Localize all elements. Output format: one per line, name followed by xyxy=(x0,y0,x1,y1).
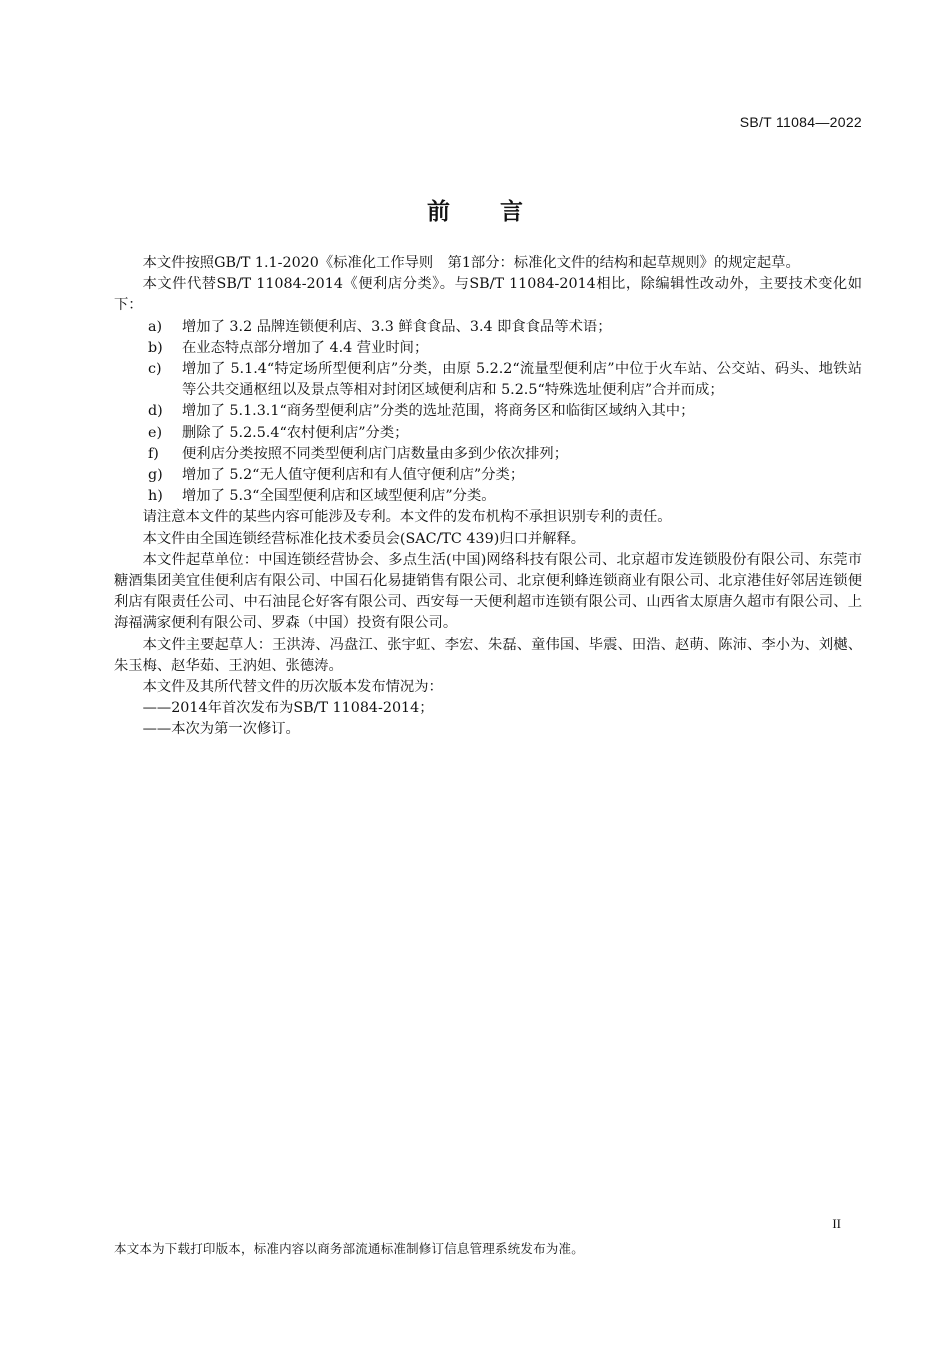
change-item xyxy=(114,401,862,422)
list-marker: g) xyxy=(148,467,163,484)
foreword-body xyxy=(114,253,862,741)
change-item xyxy=(114,423,862,444)
list-marker: e) xyxy=(148,424,163,441)
list-marker: f) xyxy=(148,445,159,462)
list-marker: b) xyxy=(148,339,163,356)
change-text: 删除了 5.2.5.4“农村便利店”分类； xyxy=(182,424,409,441)
paragraph-drafting-units: 本文件起草单位：中国连锁经营协会、多点生活(中国)网络科技有限公司、北京超市发连锁股份有限公司、东莞市糖酒集团美宜佳便利店有限公司、中国石化易捷销售有限公司、北京便利蜂连锁商业有限公司、北京港佳好邻居连锁便利店有限责任公司、中石油昆仑好客有限公司、西安每一天便利超市连锁有限公司、山西省太原唐久超市有限公司、上海福满家便利有限公司、罗森（中国）投资有限公司。 xyxy=(114,551,862,632)
change-text: 在业态特点部分增加了 4.4 营业时间； xyxy=(182,339,429,356)
standard-code: SB/T 11084—2022 xyxy=(739,114,862,130)
change-item xyxy=(114,338,862,359)
list-marker: a) xyxy=(148,318,163,335)
paragraph-drafters: 本文件主要起草人：王洪涛、冯盘江、张宇虹、李宏、朱磊、童伟国、毕震、田浩、赵萌、陈沛、李小为、刘樾、朱玉梅、赵华茹、王汭妲、张德涛。 xyxy=(114,636,862,674)
change-text: 增加了 5.3“全国型便利店和区域型便利店”分类。 xyxy=(182,488,496,505)
page-title: 前言 xyxy=(427,199,573,225)
change-text: 增加了 5.1.4“特定场所型便利店”分类，由原 5.2.2“流量型便利店”中位于火车站、公交站、码头、地铁站等公共交通枢纽以及景点等相对封闭区域便利店和 5.2.5“特殊选址便利店”合并而成； xyxy=(182,361,862,399)
paragraph-drafting-rules: 本文件按照GB/T 1.1-2020《标准化工作导则 第1部分：标准化文件的结构和起草规则》的规定起草。 xyxy=(142,255,800,271)
history-item: ——2014年首次发布为SB/T 11084-2014； xyxy=(142,700,434,717)
paragraph-history-intro: 本文件及其所代替文件的历次版本发布情况为： xyxy=(142,679,443,696)
change-item xyxy=(114,465,862,486)
page-number: II xyxy=(832,1216,841,1231)
change-text: 增加了 5.1.3.1“商务型便利店”分类的选址范围，将商务区和临街区域纳入其中； xyxy=(182,403,695,420)
change-item xyxy=(114,486,862,507)
change-item xyxy=(114,317,862,338)
paragraph-committee: 本文件由全国连锁经营标准化技术委员会(SAC/TC 439)归口并解释。 xyxy=(142,530,586,547)
footer-note: 本文本为下载打印版本，标准内容以商务部流通标准制修订信息管理系统发布为准。 xyxy=(114,1241,584,1256)
paragraph-patent-notice: 请注意本文件的某些内容可能涉及专利。本文件的发布机构不承担识别专利的责任。 xyxy=(142,509,672,526)
list-marker: c) xyxy=(148,361,162,378)
change-text: 便利店分类按照不同类型便利店门店数量由多到少依次排列； xyxy=(182,445,569,462)
history-item: ——本次为第一次修订。 xyxy=(142,721,300,738)
change-item xyxy=(114,444,862,465)
change-text: 增加了 5.2“无人值守便利店和有人值守便利店”分类； xyxy=(182,467,525,484)
change-item xyxy=(114,359,862,401)
change-text: 增加了 3.2 品牌连锁便利店、3.3 鲜食食品、3.4 即食食品等术语； xyxy=(182,318,612,335)
paragraph-replaces: 本文件代替SB/T 11084-2014《便利店分类》。与SB/T 11084-2014相比，除编辑性改动外，主要技术变化如下： xyxy=(114,276,862,314)
list-marker: d) xyxy=(148,403,163,420)
list-marker: h) xyxy=(148,488,163,505)
